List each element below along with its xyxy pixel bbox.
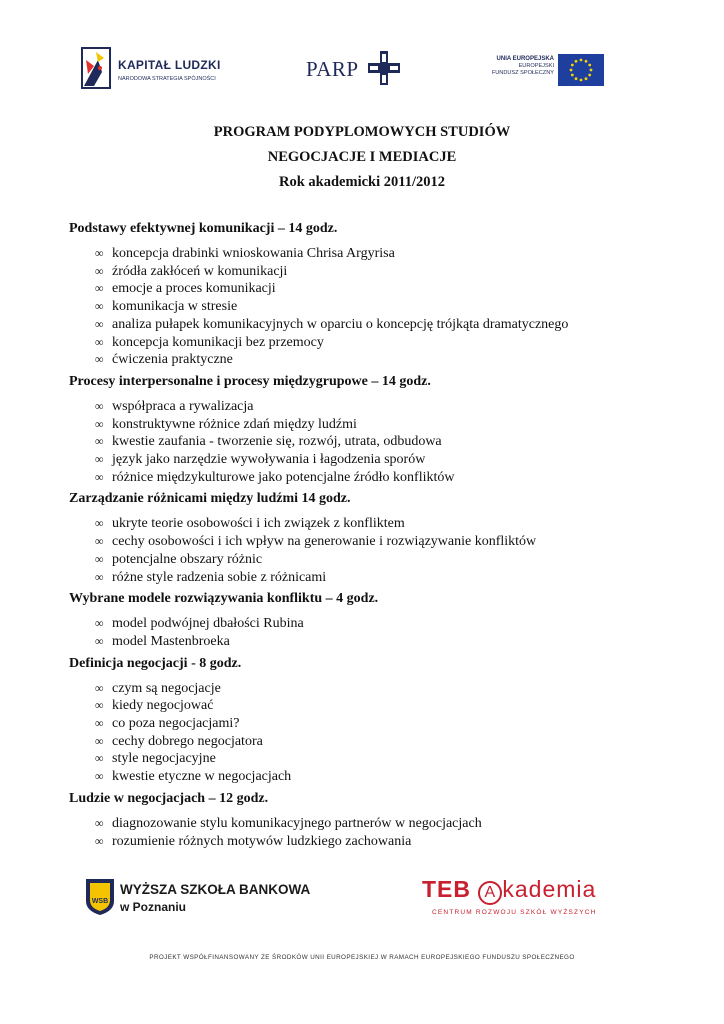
teb-name [422,876,596,905]
list-item: ∞ różnice międzykulturowe jako potencjalne źródło konfliktów [95,469,455,485]
section-heading: Zarządzanie różnicami między ludźmi 14 godz. [69,491,351,507]
infinity-bullet-icon: ∞ [95,551,104,566]
list-item: ∞ kiedy negocjować [95,698,214,714]
list-item: ∞ współpraca a rywalizacja [95,398,254,414]
infinity-bullet-icon: ∞ [95,416,104,431]
eu-text [490,56,554,77]
program-subtitle: NEGOCJACJE I MEDIACJE [267,149,457,165]
list-item: ∞ rozumienie różnych motywów ludzkiego zachowania [95,833,412,849]
list-item: ∞ model Mastenbroeka [95,633,230,649]
list-item: ∞ źródła zakłóceń w komunikacji [95,263,288,279]
section-items [69,615,669,650]
infinity-bullet-icon: ∞ [95,698,104,713]
infinity-bullet-icon: ∞ [95,452,104,467]
infinity-bullet-icon: ∞ [95,769,104,784]
program-title: PROGRAM PODYPLOMOWYCH STUDIÓW [213,124,511,140]
list-item: ∞ koncepcja komunikacji bez przemocy [95,334,324,350]
teb-subtitle: CENTRUM ROZWOJU SZKÓŁ WYŻSZYCH [432,909,597,916]
list-item: ∞ kwestie etyczne w negocjacjach [95,769,292,785]
teb-name-left: TEB [422,876,471,902]
list-item: ∞ różne style radzenia sobie z różnicami [95,569,327,585]
parp-logo [306,51,406,87]
infinity-bullet-icon: ∞ [95,246,104,260]
infinity-bullet-icon: ∞ [95,434,104,449]
eu-line3: FUNDUSZ SPOŁECZNY [491,70,554,76]
teb-name-mark: A [478,881,502,905]
section-items [69,680,669,786]
section-differences [69,490,669,586]
section-heading: Podstawy efektywnej komunikacji – 14 godz. [69,221,338,236]
section-heading: Definicja negocjacji - 8 godz. [69,655,242,671]
infinity-bullet-icon: ∞ [95,534,104,549]
academic-year: Rok akademicki 2011/2012 [279,174,445,190]
list-item: ∞ model podwójnej dbałości Rubina [95,616,304,632]
wsb-name: WYŻSZA SZKOŁA BANKOWA [120,882,311,897]
list-item: ∞ cechy dobrego negocjatora [95,733,263,749]
infinity-bullet-icon: ∞ [95,716,104,731]
list-item: ∞ emocje a proces komunikacji [95,281,276,297]
section-items [69,245,669,369]
program-content [69,220,669,854]
list-item: ∞ konstruktywne różnice zdań między ludźmi [95,416,357,432]
parp-cross-icon [366,51,402,85]
list-item: ∞ ukryte teorie osobowości i ich związek z konfliktem [95,516,405,532]
kapital-ludzki-emblem-icon [80,46,116,90]
teb-name-right: kademia [502,876,597,902]
teb-akademia-logo [422,878,612,922]
infinity-bullet-icon: ∞ [95,469,104,484]
list-item: ∞ co poza negocjacjami? [95,716,240,732]
infinity-bullet-icon: ∞ [95,398,104,413]
section-people-in-negotiation [69,790,669,850]
infinity-bullet-icon: ∞ [95,833,104,848]
footer-note: PROJEKT WSPÓŁFINANSOWANY ZE ŚRODKÓW UNII EUROPEJSKIEJ W RAMACH EUROPEJSKIEGO FUNDUSZU SPOŁECZNEGO [149,954,575,961]
section-items [69,398,669,487]
section-items [69,515,669,586]
list-item: ∞ cechy osobowości i ich wpływ na generowanie i rozwiązywanie konfliktów [95,534,537,550]
infinity-bullet-icon: ∞ [95,733,104,748]
list-item: ∞ kwestie zaufania - tworzenie się, rozwój, utrata, odbudowa [95,434,442,450]
infinity-bullet-icon: ∞ [95,633,104,648]
list-item: ∞ diagnozowanie stylu komunikacyjnego partnerów w negocjacjach [95,815,482,831]
infinity-bullet-icon: ∞ [95,751,104,766]
section-interpersonal [69,373,669,487]
list-item: ∞ komunikacja w stresie [95,299,238,315]
parp-name: PARP [306,57,359,81]
infinity-bullet-icon: ∞ [95,334,104,349]
wsb-logo [84,877,324,919]
wsb-badge-text: WSB [91,898,109,905]
list-item: ∞ style negocjacyjne [95,751,216,767]
list-item: ∞ potencjalne obszary różnic [95,551,263,567]
eu-flag-icon [558,54,604,86]
infinity-bullet-icon: ∞ [95,616,104,631]
section-negotiation-definition [69,655,669,786]
list-item: ∞ ćwiczenia praktyczne [95,352,233,368]
eu-logo [490,54,606,86]
section-communication [69,220,669,369]
list-item: ∞ język jako narzędzie wywoływania i łagodzenia sporów [95,452,426,468]
infinity-bullet-icon: ∞ [95,680,104,695]
section-heading: Procesy interpersonalne i procesy międzygrupowe – 14 godz. [69,373,431,389]
section-heading: Wybrane modele rozwiązywania konfliktu – 4 godz. [69,591,379,607]
infinity-bullet-icon: ∞ [95,516,104,531]
section-items [69,815,669,850]
kapital-ludzki-logo [80,46,220,92]
list-item: ∞ czym są negocjacje [95,680,221,696]
list-item: ∞ koncepcja drabinki wnioskowania Chrisa Argyrisa [95,246,395,261]
infinity-bullet-icon: ∞ [95,281,104,296]
infinity-bullet-icon: ∞ [95,815,104,830]
infinity-bullet-icon: ∞ [95,569,104,584]
section-heading: Ludzie w negocjacjach – 12 godz. [69,790,269,806]
kapital-ludzki-title: KAPITAŁ LUDZKI [118,58,221,72]
eu-line1: UNIA EUROPEJSKA [496,56,554,62]
wsb-shield-icon [84,877,116,917]
section-conflict-models [69,590,669,650]
kapital-ludzki-subtitle: NARODOWA STRATEGIA SPÓJNOŚCI [118,76,216,82]
list-item: ∞ analiza pułapek komunikacyjnych w oparciu o koncepcję trójkąta dramatycznego [95,316,569,332]
infinity-bullet-icon: ∞ [95,263,104,278]
infinity-bullet-icon: ∞ [95,316,104,331]
infinity-bullet-icon: ∞ [95,352,104,367]
wsb-city: w Poznaniu [120,900,186,914]
infinity-bullet-icon: ∞ [95,299,104,314]
eu-line2: EUROPEJSKI [518,63,554,69]
